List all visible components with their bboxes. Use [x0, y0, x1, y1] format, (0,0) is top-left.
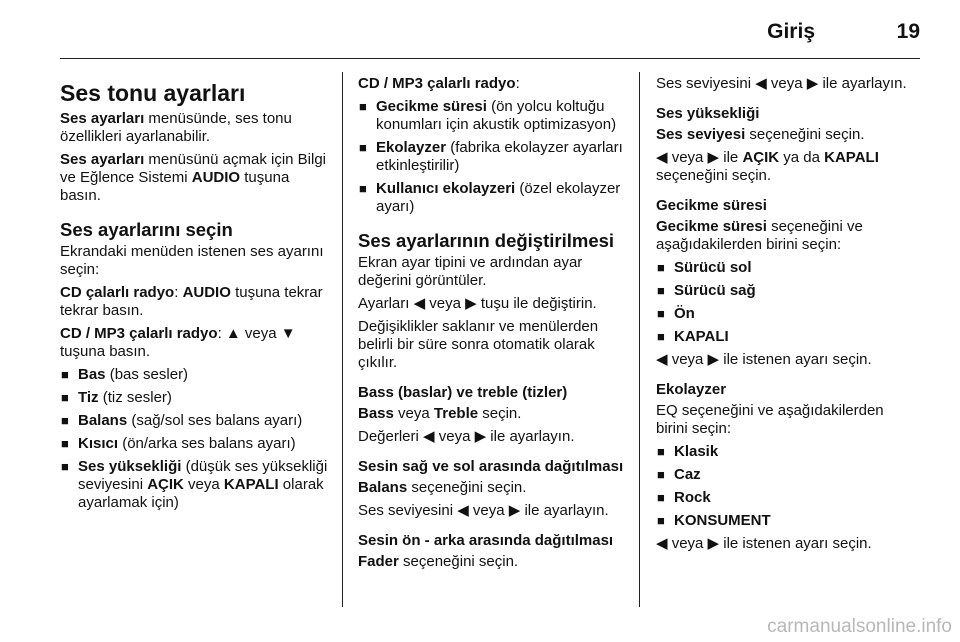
- column-2: [358, 75, 630, 576]
- subheading: Sesin ön - arka arasında dağıtılması: [358, 532, 614, 549]
- paragraph: Bass veya Treble seçin.: [358, 405, 522, 422]
- list-item: ■ Kısıcı (ön/arka ses balans ayarı): [60, 435, 330, 453]
- list-item: ■ Balans (sağ/sol ses balans ayarı): [60, 412, 330, 430]
- paragraph: Ses seviyesi seçeneğini seçin.: [656, 126, 865, 143]
- list-item: ■ Ses yüksekliği (düşük ses yüksekliği seviyesini AÇIK veya KAPALI olarak ayarlamak için): [60, 458, 330, 512]
- column-3: [656, 75, 918, 558]
- list-item: ■ Klasik: [656, 443, 918, 461]
- paragraph: Gecikme süresi seçeneğini ve aşağıdakilerden birini seçin:: [656, 218, 863, 253]
- subsection-title: Ses ayarlarının değiştirilmesi: [358, 230, 615, 251]
- paragraph: ◀ veya ▶ ile AÇIK ya da KAPALI seçeneğini seçin.: [656, 149, 879, 184]
- page-number: 19: [896, 20, 920, 43]
- list-item: ■ Ön: [656, 305, 918, 323]
- list-item: ■ Caz: [656, 466, 918, 484]
- paragraph: CD / MP3 çalarlı radyo:: [358, 75, 520, 92]
- paragraph: Ses seviyesini ◀ veya ▶ ile ayarlayın.: [358, 502, 609, 519]
- bullet-list: [358, 98, 630, 216]
- paragraph: Balans seçeneğini seçin.: [358, 479, 527, 496]
- paragraph: Ekran ayar tipini ve ardından ayar değerini görüntüler.: [358, 254, 583, 289]
- watermark: carmanualsonline.info: [767, 616, 952, 637]
- list-item: ■ Rock: [656, 489, 918, 507]
- paragraph: Ses ayarları menüsünü açmak için Bilgi ve Eğlence Sistemi AUDIO tuşuna basın.: [60, 151, 327, 204]
- paragraph: ◀ veya ▶ ile istenen ayarı seçin.: [656, 351, 872, 368]
- list-item: ■ KONSUMENT: [656, 512, 918, 530]
- list-item: ■ Bas (bas sesler): [60, 366, 330, 384]
- paragraph: CD çalarlı radyo: AUDIO tuşuna tekrar tekrar basın.: [60, 284, 323, 319]
- bullet-list: [656, 259, 918, 346]
- header-rule: [60, 58, 920, 59]
- list-item: ■ KAPALI: [656, 328, 918, 346]
- list-item: ■ Tiz (tiz sesler): [60, 389, 330, 407]
- subsection-title: Ses ayarlarını seçin: [60, 219, 233, 240]
- paragraph: CD / MP3 çalarlı radyo: ▲ veya ▼ tuşuna basın.: [60, 325, 296, 360]
- bullet-list: [60, 366, 330, 512]
- list-item: ■ Ekolayzer (fabrika ekolayzer ayarları etkinleştirilir): [358, 139, 630, 175]
- paragraph: Ayarları ◀ veya ▶ tuşu ile değiştirin.: [358, 295, 597, 312]
- list-item: ■ Sürücü sol: [656, 259, 918, 277]
- paragraph: Değerleri ◀ veya ▶ ile ayarlayın.: [358, 428, 575, 445]
- list-item: ■ Sürücü sağ: [656, 282, 918, 300]
- paragraph: Fader seçeneğini seçin.: [358, 553, 519, 570]
- list-item: ■ Gecikme süresi (ön yolcu koltuğu konumları için akustik optimizasyon): [358, 98, 630, 134]
- subheading: Bass (baslar) ve treble (tizler): [358, 384, 568, 401]
- column-divider-2: [639, 72, 640, 607]
- list-item: ■ Kullanıcı ekolayzeri (özel ekolayzer ayarı): [358, 180, 630, 216]
- page-header-title: Giriş: [767, 20, 815, 43]
- column-divider-1: [342, 72, 343, 607]
- column-1: [60, 80, 330, 517]
- paragraph: ◀ veya ▶ ile istenen ayarı seçin.: [656, 535, 872, 552]
- paragraph: EQ seçeneğini ve aşağıdakilerden birini seçin:: [656, 402, 884, 437]
- section-title: Ses tonu ayarları: [60, 80, 246, 106]
- subheading: Ekolayzer: [656, 381, 727, 398]
- subheading: Gecikme süresi: [656, 197, 767, 214]
- paragraph: Ses ayarları menüsünde, ses tonu özellikleri ayarlanabilir.: [60, 110, 292, 145]
- paragraph: Değişiklikler saklanır ve menülerden belirli bir süre sonra otomatik olarak çıkılır.: [358, 318, 599, 371]
- paragraph: Ekrandaki menüden istenen ses ayarını seçin:: [60, 243, 324, 278]
- paragraph: Ses seviyesini ◀ veya ▶ ile ayarlayın.: [656, 75, 907, 92]
- subheading: Ses yüksekliği: [656, 105, 760, 122]
- bullet-list: [656, 443, 918, 530]
- subheading: Sesin sağ ve sol arasında dağıtılması: [358, 458, 624, 475]
